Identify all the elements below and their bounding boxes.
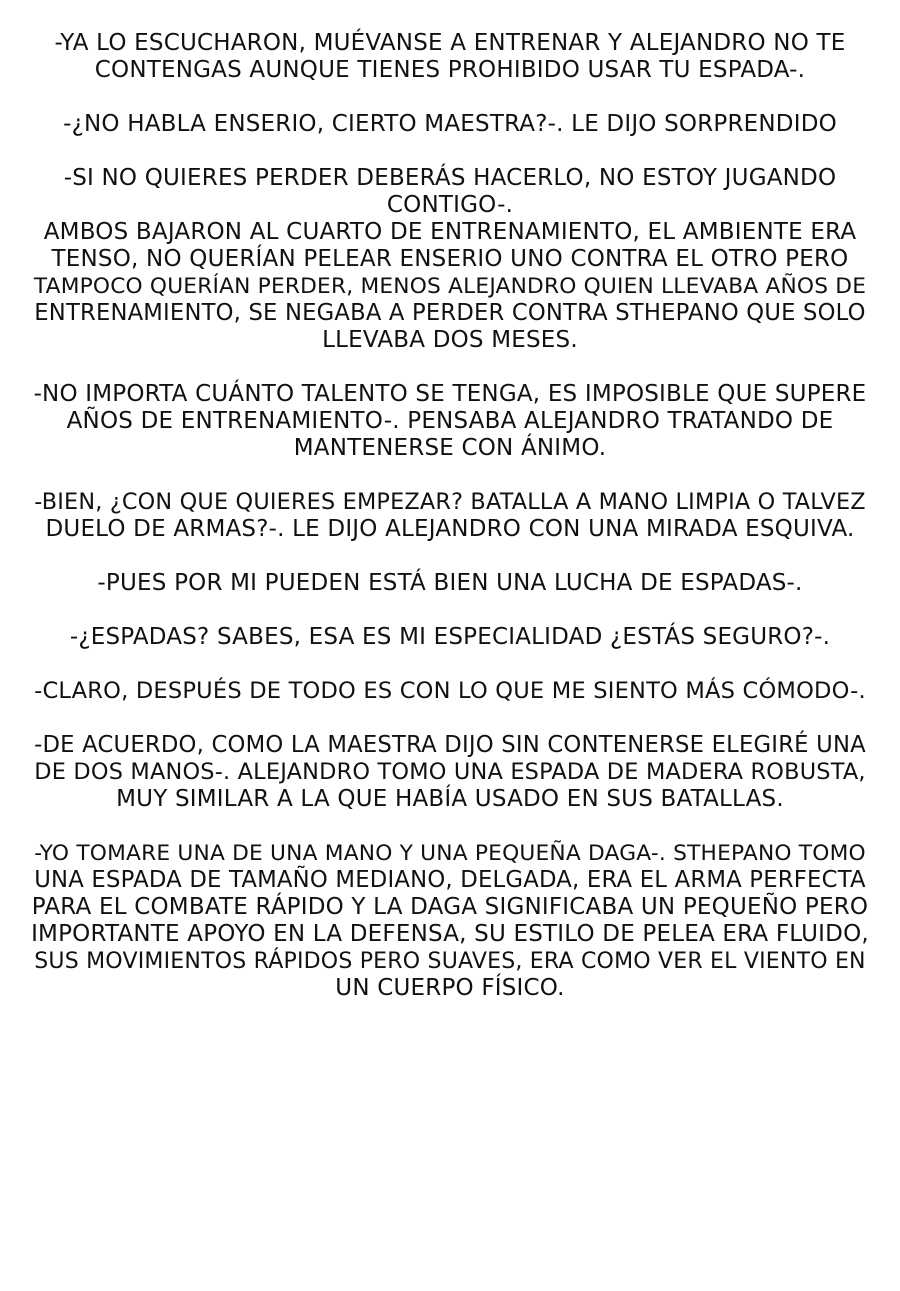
- paragraph-talent: [30, 381, 870, 462]
- text-line: -YO TOMARE UNA DE UNA MANO Y UNA PEQUEÑA DAGA-. STHEPANO TOMO: [34, 841, 866, 866]
- paragraph-choice: [30, 489, 870, 543]
- text-line: UNA ESPADA DE TAMAÑO MEDIANO, DELGADA, ERA EL ARMA PERFECTA: [34, 867, 866, 893]
- text-line: TENSO, NO QUERÍAN PELEAR ENSERIO UNO CONTRA EL OTRO PERO: [51, 246, 849, 272]
- text-line: SUS MOVIMIENTOS RÁPIDOS PERO SUAVES, ERA COMO VER EL VIENTO EN: [34, 949, 866, 974]
- text-line: -PUES POR MI PUEDEN ESTÁ BIEN UNA LUCHA DE ESPADAS-.: [97, 570, 803, 596]
- text-line: PARA EL COMBATE RÁPIDO Y LA DAGA SIGNIFICABA UN PEQUEÑO PERO: [31, 894, 869, 920]
- text-line: CONTENGAS AUNQUE TIENES PROHIBIDO USAR TU ESPADA-.: [94, 57, 806, 83]
- text-line: TAMPOCO QUERÍAN PERDER, MENOS ALEJANDRO QUIEN LLEVABA AÑOS DE: [33, 274, 867, 299]
- text-line: -BIEN, ¿CON QUE QUIERES EMPEZAR? BATALLA A MANO LIMPIA O TALVEZ: [34, 489, 866, 515]
- text-line: DE DOS MANOS-. ALEJANDRO TOMO UNA ESPADA DE MADERA ROBUSTA,: [34, 759, 866, 785]
- paragraph-two-handed: [30, 732, 870, 813]
- text-line: -YA LO ESCUCHARON, MUÉVANSE A ENTRENAR Y ALEJANDRO NO TE: [54, 30, 846, 56]
- paragraph-training-room: [30, 219, 870, 354]
- paragraph-warning: [30, 165, 870, 219]
- text-line: -SI NO QUIERES PERDER DEBERÁS HACERLO, NO ESTOY JUGANDO: [63, 165, 837, 191]
- paragraph-comfort: [30, 678, 870, 705]
- paragraph-specialty: [30, 624, 870, 651]
- text-line: AMBOS BAJARON AL CUARTO DE ENTRENAMIENTO, EL AMBIENTE ERA: [43, 219, 857, 245]
- text-line: UN CUERPO FÍSICO.: [335, 975, 565, 1001]
- text-line: DUELO DE ARMAS?-. LE DIJO ALEJANDRO CON UNA MIRADA ESQUIVA.: [45, 516, 855, 542]
- paragraph-swords: [30, 570, 870, 597]
- text-line: MANTENERSE CON ÁNIMO.: [293, 435, 607, 461]
- text-line: -¿NO HABLA ENSERIO, CIERTO MAESTRA?-. LE DIJO SORPRENDIDO: [63, 111, 837, 137]
- text-line: -¿ESPADAS? SABES, ESA ES MI ESPECIALIDAD ¿ESTÁS SEGURO?-.: [69, 624, 831, 650]
- text-line: LLEVABA DOS MESES.: [322, 327, 578, 353]
- text-line: -CLARO, DESPUÉS DE TODO ES CON LO QUE ME SIENTO MÁS CÓMODO-.: [34, 678, 866, 704]
- paragraph-surprise: [30, 111, 870, 138]
- text-line: ENTRENAMIENTO, SE NEGABA A PERDER CONTRA STHEPANO QUE SOLO: [34, 300, 866, 326]
- text-line: MUY SIMILAR A LA QUE HABÍA USADO EN SUS BATALLAS.: [116, 786, 784, 812]
- text-line: -NO IMPORTA CUÁNTO TALENTO SE TENGA, ES IMPOSIBLE QUE SUPERE: [33, 381, 867, 407]
- text-line: -DE ACUERDO, COMO LA MAESTRA DIJO SIN CONTENERSE ELEGIRÉ UNA: [34, 732, 866, 758]
- story-page: [30, 30, 870, 1029]
- paragraph-order: [30, 30, 870, 84]
- paragraph-dagger: [30, 840, 870, 1002]
- text-line: AÑOS DE ENTRENAMIENTO-. PENSABA ALEJANDRO TRATANDO DE: [66, 408, 834, 434]
- text-line: CONTIGO-.: [386, 192, 514, 218]
- text-line: IMPORTANTE APOYO EN LA DEFENSA, SU ESTILO DE PELEA ERA FLUIDO,: [31, 921, 869, 947]
